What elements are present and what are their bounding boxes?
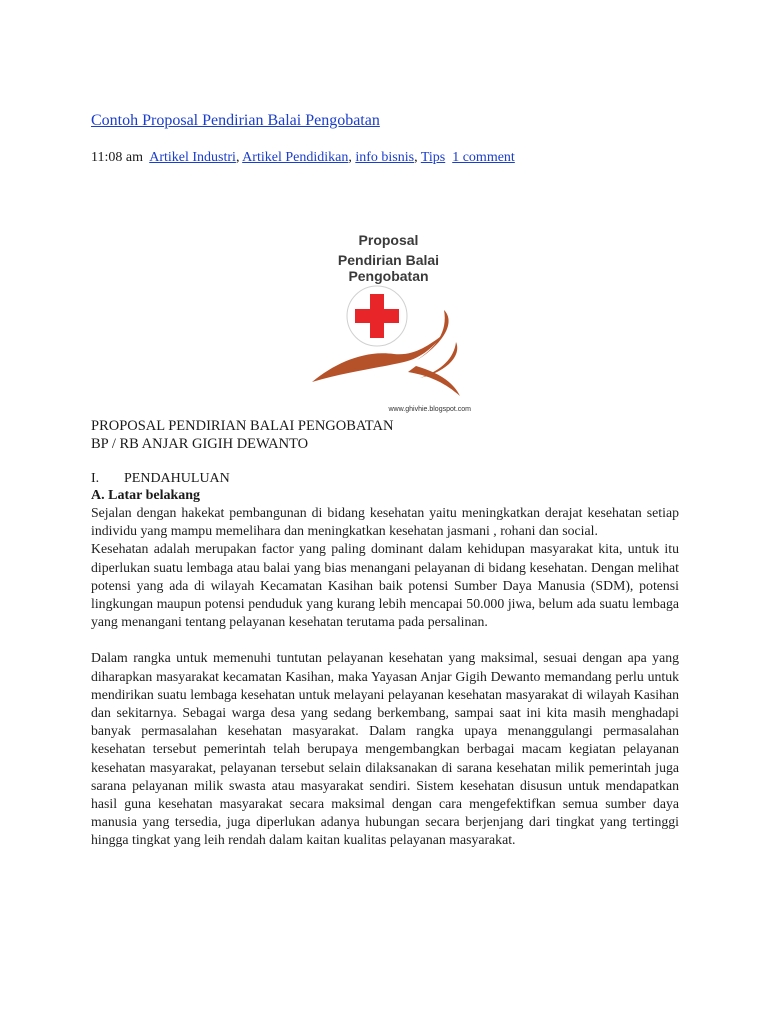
document-title-line2: BP / RB ANJAR GIGIH DEWANTO bbox=[91, 436, 309, 452]
figure-url: www.ghivhie.blogspot.com bbox=[388, 406, 471, 413]
comments-link[interactable]: 1 comment bbox=[452, 150, 515, 165]
document-title bbox=[91, 417, 393, 453]
paragraph-1: Sejalan dengan hakekat pembangunan di bidang kesehatan yaitu meningkatkan derajat kesehatan setiap individu yang mampu memelihara dan meningkatkan kesehatan jasmani , rohani dan social. bbox=[91, 505, 679, 539]
category-link-tips[interactable]: Tips bbox=[420, 150, 446, 165]
body-text bbox=[91, 504, 679, 850]
red-cross-horizontal bbox=[355, 309, 399, 323]
swoosh-4 bbox=[408, 366, 460, 396]
category-link-pendidikan[interactable]: Artikel Pendidikan bbox=[242, 150, 349, 165]
section-number: I. bbox=[91, 471, 100, 486]
paragraph-3: Dalam rangka untuk memenuhi tuntutan pelayanan kesehatan yang maksimal, sesuai dengan apa yang diharapkan masyarakat kecamatan Kasihan, maka Yayasan Anjar Gigih Dewanto memandang perlu untuk mendirikan suatu lembaga kesehatan untuk melayani pelayanan kesehatan masyarakat di wilayah Kasihan dan sekitarnya. Sebagai warga desa yang sedang berkembang, sampai saat ini kita masih menghadapi banyak permasalahan kesehatan masyarakat. Dalam rangka upaya menanggulangi permasalahan kesehatan tersebut pemerintah telah berupaya mengembangkan berbagai macam kegiatan pelayanan kesehatan masyarakat, pelayanan tersebut selain dilaksanakan di sarana kesehatan milik pemerintah juga sarana pelayanan milik swasta atau masyarakat sendiri. Sistem kesehatan disusun untuk mendapatkan hasil guna kesehatan masyarakat secara maksimal dengan cara mengefektifkan semua sumber daya manusia yang tersedia, juga diperlukan adanya hubungan secara berjenjang dari tingkat yang tertinggi hingga tingkat yang leih rendah dalam kaitan kualitas pelayanan masyarakat. bbox=[91, 650, 679, 848]
category-link-industri[interactable]: Artikel Industri bbox=[149, 150, 236, 165]
subsection-heading: A. Latar belakang bbox=[91, 488, 201, 503]
figure-caption-line1: Proposal bbox=[358, 232, 419, 248]
category-link-info-bisnis[interactable]: info bisnis bbox=[355, 150, 415, 165]
figure-caption-line2: Pendirian Balai Pengobatan bbox=[337, 252, 440, 284]
post-title-link[interactable]: Contoh Proposal Pendirian Balai Pengobatan bbox=[91, 112, 380, 129]
section-title: PENDAHULUAN bbox=[124, 471, 230, 486]
paragraph-2: Kesehatan adalah merupakan factor yang paling dominant dalam kehidupan masyarakat kita, untuk itu diperlukan suatu lembaga atau balai yang bias menangani pelayanan di bidang kesehatan. Dengan melihat potensi yang ada di wilayah Kecamatan Kasihan baik potensi Sumber Daya Manusia (SDM), potensi lingkungan maupun potensi penduduk yang kurang lebih mencapai 50.000 jiwa, belum ada suatu lembaga yang menangani tentang pelayanan kesehatan terutama pada persalinan. bbox=[91, 541, 679, 630]
post-meta: 11:08 am Artikel Industri, Artikel Pendidikan, info bisnis, Tips 1 comment bbox=[91, 150, 515, 165]
section-heading bbox=[91, 470, 230, 487]
post-time: 11:08 am bbox=[91, 150, 143, 165]
cover-image bbox=[296, 222, 481, 418]
document-title-line1: PROPOSAL PENDIRIAN BALAI PENGOBATAN bbox=[91, 418, 394, 434]
